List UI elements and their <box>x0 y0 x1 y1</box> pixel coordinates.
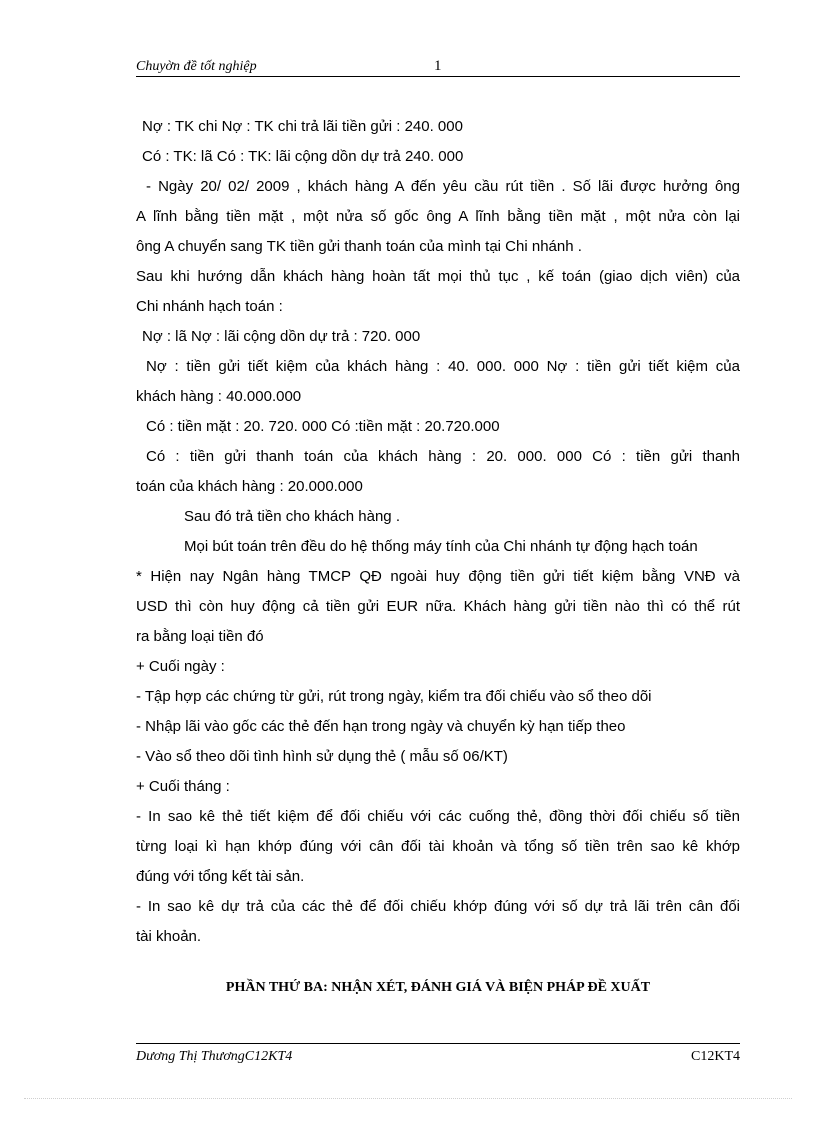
body-line: - Vào sổ theo dõi tình hình sử dụng thẻ ( mẫu số 06/KT) <box>136 748 508 765</box>
body-line: - Tập hợp các chứng từ gửi, rút trong ngày, kiểm tra đối chiếu vào sổ theo dõi <box>136 688 652 705</box>
body-line: A lĩnh bằng tiền mặt , một nửa số gốc ông A lĩnh bằng tiền mặt , một nửa còn lại <box>136 208 740 225</box>
body-line: + Cuối tháng : <box>136 778 230 795</box>
body-line: Nợ : lã Nợ : lãi cộng dồn dự trả : 720. 000 <box>142 328 421 345</box>
footer-author: Dương Thị ThươngC12KT4 <box>136 1049 293 1064</box>
page-edge-divider <box>24 1098 792 1099</box>
header-title: Chuyờn đề tốt nghiệp <box>136 59 257 74</box>
body-line: - Nhập lãi vào gốc các thẻ đến hạn trong ngày và chuyển kỳ hạn tiếp theo <box>136 718 626 735</box>
body-line: + Cuối ngày : <box>136 658 225 675</box>
body-line: đúng với tổng kết tài sản. <box>136 868 305 885</box>
body-line: Nợ : tiền gửi tiết kiệm của khách hàng : 40. 000. 000 Nợ : tiền gửi tiết kiệm của <box>146 358 740 375</box>
section-title: PHẦN THỨ BA: NHẬN XÉT, ĐÁNH GIÁ VÀ BIỆN PHÁP ĐỀ XUẤT <box>225 980 651 995</box>
body-line: Có : tiền mặt : 20. 720. 000 Có :tiền mặt : 20.720.000 <box>146 418 500 435</box>
page-footer <box>136 1043 740 1064</box>
body-line: - In sao kê thẻ tiết kiệm để đối chiếu với các cuống thẻ, đồng thời đối chiếu số tiền <box>136 808 740 825</box>
page-number: 1 <box>434 58 442 74</box>
body-line: Sau khi hướng dẫn khách hàng hoàn tất mọi thủ tục , kế toán (giao dịch viên) của <box>136 268 740 285</box>
body-line: - In sao kê dự trả của các thẻ để đối chiếu khớp đúng với số dự trả lãi trên cân đối <box>136 898 740 915</box>
body-line: toán của khách hàng : 20.000.000 <box>136 478 363 495</box>
body-line: Sau đó trả tiền cho khách hàng . <box>184 508 400 525</box>
body-line: Nợ : TK chi Nợ : TK chi trả lãi tiền gửi : 240. 000 <box>142 118 463 135</box>
body-line: Chi nhánh hạch toán : <box>136 298 283 315</box>
body-line: tài khoản. <box>136 928 202 945</box>
page-header <box>136 58 740 77</box>
body-line: USD thì còn huy động cả tiền gửi EUR nữa. Khách hàng gửi tiền nào thì có thể rút <box>136 598 740 615</box>
document-body <box>136 112 740 952</box>
body-line: khách hàng : 40.000.000 <box>136 388 302 405</box>
body-line: - Ngày 20/ 02/ 2009 , khách hàng A đến yêu cầu rút tiền . Số lãi được hưởng ông <box>146 178 740 195</box>
body-line: Có : TK: lã Có : TK: lãi cộng dồn dự trả 240. 000 <box>142 148 464 165</box>
body-line: * Hiện nay Ngân hàng TMCP QĐ ngoài huy động tiền gửi tiết kiệm bằng VNĐ và <box>136 568 740 585</box>
body-line: Có : tiền gửi thanh toán của khách hàng : 20. 000. 000 Có : tiền gửi thanh <box>146 448 740 465</box>
body-line: Mọi bút toán trên đều do hệ thống máy tính của Chi nhánh tự động hạch toán <box>184 538 698 555</box>
body-line: từng loại kì hạn khớp đúng với cân đối tài khoản và tổng số tiền trên sao kê khớp <box>136 838 740 855</box>
body-line: ông A chuyển sang TK tiền gửi thanh toán của mình tại Chi nhánh . <box>136 238 582 255</box>
footer-class-code: C12KT4 <box>691 1049 740 1064</box>
body-line: ra bằng loại tiền đó <box>136 628 264 645</box>
